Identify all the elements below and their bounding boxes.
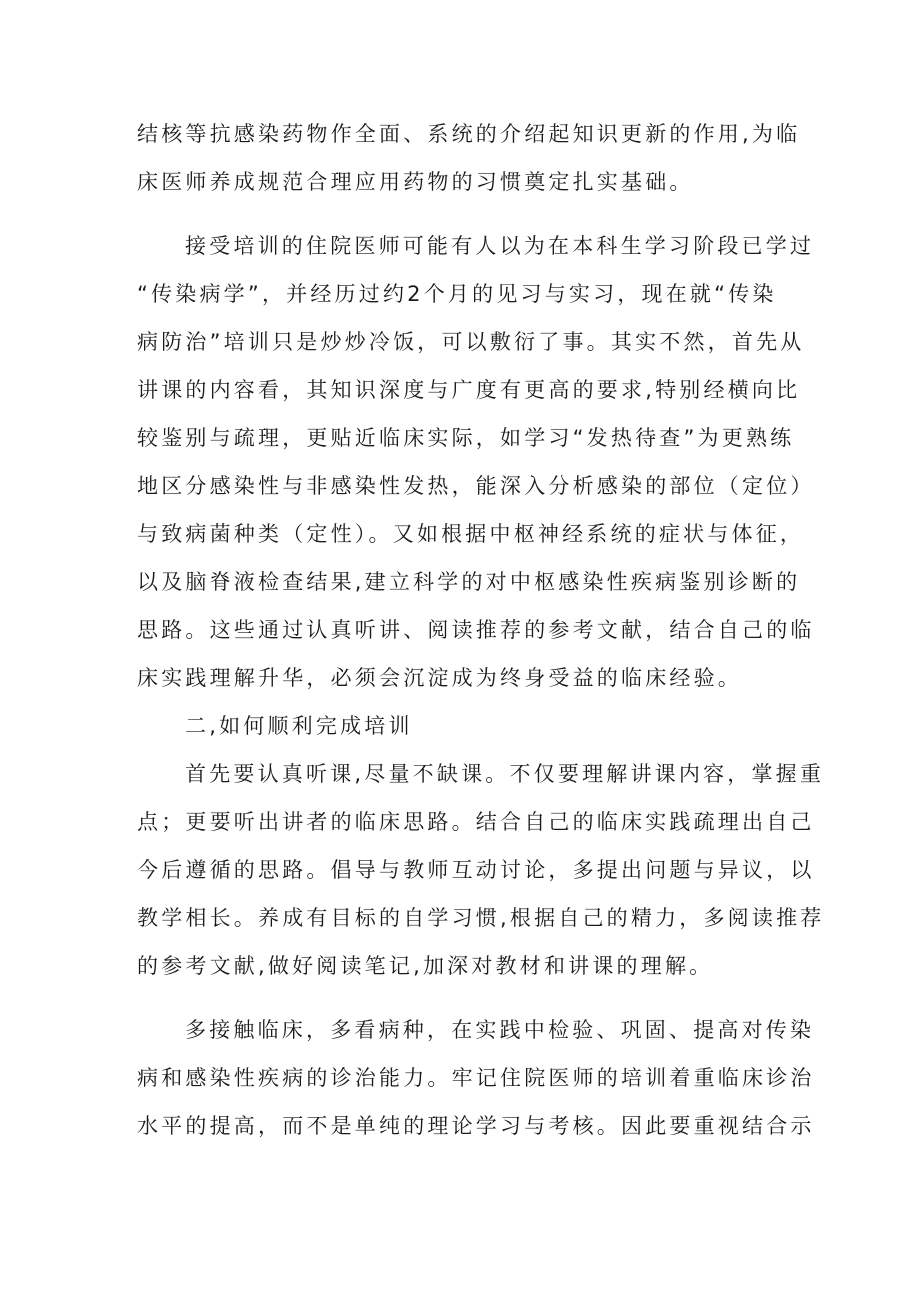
paragraph-2 [137,222,815,702]
text-line: 较鉴别与疏理，更贴近临床实际，如学习“发热待查”为更熟练 [137,426,795,450]
document-body [137,110,825,1150]
text-line: 多接触临床，多看病种，在实践中检验、巩固、提高对传染 [185,1018,815,1042]
text-line: 结核等抗感染药物作全面、系统的介绍起知识更新的作用,为临 [137,122,801,146]
text-line: 首先要认真听课,尽量不缺课。不仅要理解讲课内容，掌握重 [185,762,825,786]
text-line: 地区分感染性与非感染性发热，能深入分析感染的部位（定位） [137,474,815,498]
text-line: 点；更要听出讲者的临床思路。结合自己的临床实践疏理出自己 [137,810,815,834]
paragraph-4 [137,1006,815,1150]
paragraph-3 [137,750,825,990]
text-line: 病和感染性疾病的诊治能力。牢记住院医师的培训着重临床诊治 [137,1066,815,1090]
text-line: 教学相长。养成有目标的自学习惯,根据自己的精力，多阅读推荐 [137,906,825,930]
text-line: 的参考文献,做好阅读笔记,加深对教材和讲课的理解。 [137,954,714,978]
text-line: “传染病学”，并经历过约2个月的见习与实习，现在就“传染 [137,282,777,306]
section-heading: 二,如何顺利完成培训 [185,714,413,738]
text-line: 水平的提高，而不是单纯的理论学习与考核。因此要重视结合示 [137,1114,815,1138]
text-line: 床医师养成规范合理应用药物的习惯奠定扎实基础。 [137,170,694,194]
text-line: 今后遵循的思路。倡导与教师互动讨论，多提出问题与异议，以 [137,858,815,882]
paragraph-1 [137,110,801,206]
text-line: 病防治”培训只是炒炒冷饭，可以敷衍了事。其实不然，首先从 [137,330,805,354]
text-line: 床实践理解升华，必须会沉淀成为终身受益的临床经验。 [137,666,742,690]
text-line: 接受培训的住院医师可能有人以为在本科生学习阶段已学过 [185,234,815,258]
text-line: 讲课的内容看，其知识深度与广度有更高的要求,特别经横向比 [137,378,801,402]
text-line: 思路。这些通过认真听讲、阅读推荐的参考文献，结合自己的临 [137,618,815,642]
text-line: 与致病菌种类（定性）。又如根据中枢神经系统的症状与体征， [137,522,805,546]
text-line: 以及脑脊液检查结果,建立科学的对中枢感染性疾病鉴别诊断的 [137,570,801,594]
